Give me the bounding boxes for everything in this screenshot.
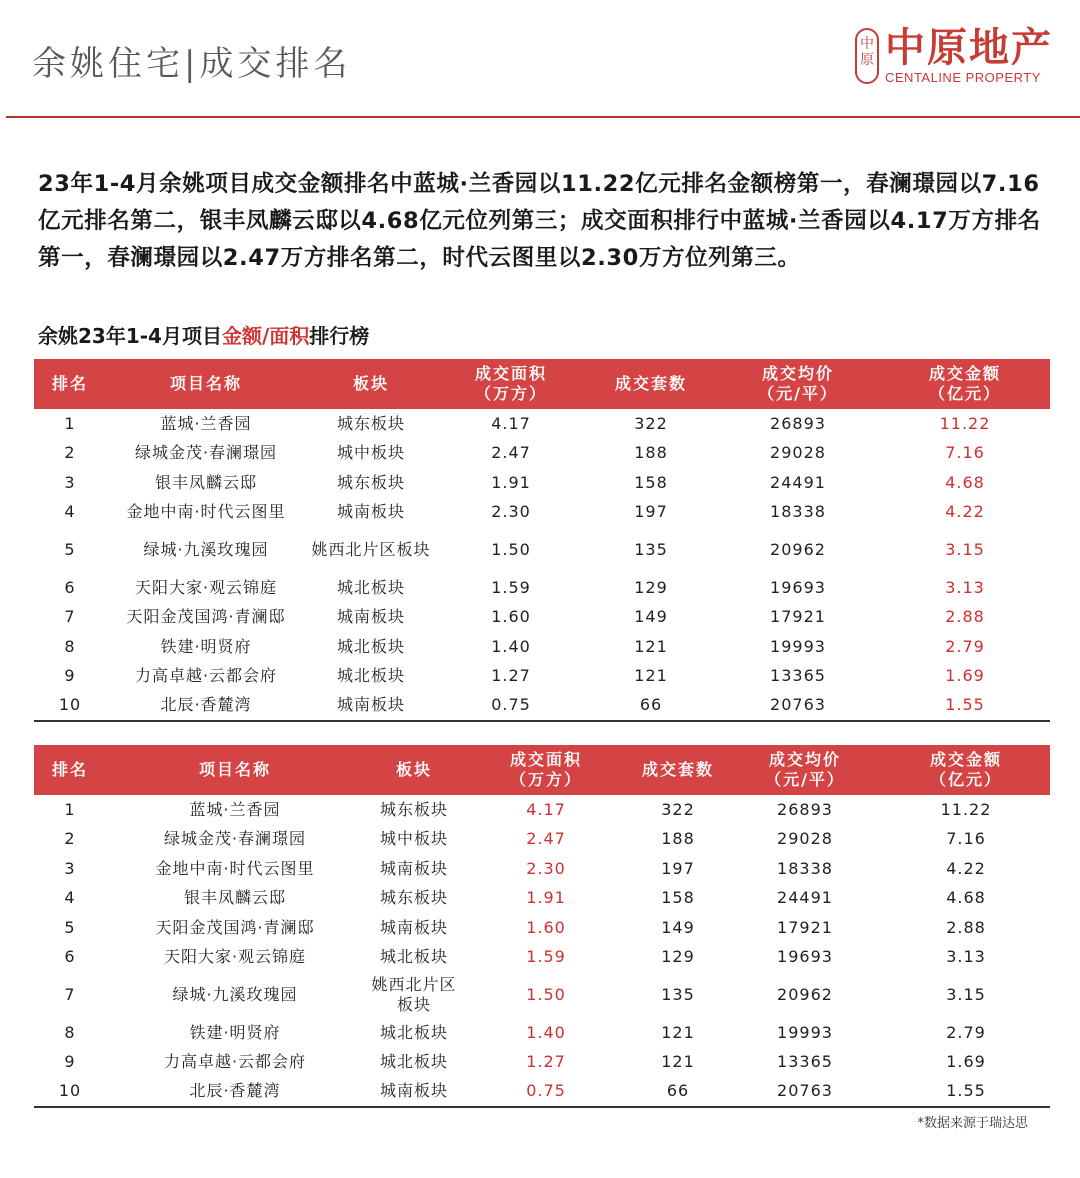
cell-amount: 3.15 [945, 540, 985, 559]
cell-block: 城东板块 [379, 888, 448, 908]
cell-name: 绿城金茂·春澜璟园 [163, 829, 307, 849]
cell-rank: 7 [64, 607, 76, 627]
cell-name: 天阳大家·观云锦庭 [163, 947, 307, 967]
cell-name: 绿城·九溪玫瑰园 [172, 985, 298, 1004]
table-row [34, 498, 1050, 528]
area-ranking-table [34, 745, 1050, 1108]
cell-amount: 11.22 [940, 799, 992, 819]
header-divider [6, 116, 1080, 118]
cell-name: 铁建·明贤府 [189, 1022, 281, 1042]
logo-chinese-text: 中原地产 [885, 25, 1053, 71]
col-units-header: 成交套数 [614, 374, 687, 393]
cell-price: 13365 [770, 666, 826, 686]
cell-price: 26893 [770, 413, 826, 433]
cell-rank: 8 [64, 1022, 76, 1042]
cell-rank: 1 [64, 413, 76, 433]
cell-area: 1.40 [526, 1022, 566, 1042]
cell-block: 城北板块 [336, 666, 405, 686]
cell-name: 银丰凤麟云邸 [154, 472, 257, 492]
cell-price: 19993 [777, 1022, 833, 1042]
table-row [34, 468, 1050, 498]
col-name-header: 项目名称 [198, 760, 271, 779]
cell-rank: 6 [64, 577, 76, 597]
cell-price: 19693 [777, 947, 833, 967]
cell-rank: 8 [64, 636, 76, 656]
cell-amount: 4.22 [946, 858, 986, 878]
cell-price: 17921 [770, 607, 826, 627]
table-row [34, 409, 1050, 439]
logo-english-text: CENTALINE PROPERTY [885, 70, 1041, 85]
col-amount-header: 成交金额 （亿元） [928, 364, 1001, 403]
cell-price: 29028 [770, 443, 826, 463]
cell-price: 26893 [777, 799, 833, 819]
cell-price: 19693 [770, 577, 826, 597]
subtitle-highlight: 金额/面积 [221, 324, 310, 348]
table-row [34, 691, 1050, 721]
cell-block: 城南板块 [336, 502, 405, 522]
table-header-row [34, 745, 1050, 795]
intro-paragraph: 23年1-4月余姚项目成交金额排名中蓝城·兰香园以11.22亿元排名金额榜第一，春澜璟园以7.16亿元排名第二，银丰凤麟云邸以4.68亿元位列第三；成交面积排行中蓝城·兰香园以4.17万方排名第一，春澜璟园以2.47万方排名第二，时代云图里以2.30万方位列第三。 [38, 171, 1041, 271]
cell-amount: 4.68 [945, 472, 985, 492]
cell-block: 城南板块 [364, 1077, 464, 1107]
cell-rank: 1 [64, 799, 76, 819]
table-row [34, 1018, 1050, 1048]
cell-price: 13365 [777, 1052, 833, 1072]
col-units-header: 成交套数 [641, 760, 714, 779]
cell-name: 力高卓越·云都会府 [163, 1052, 307, 1072]
cell-rank: 9 [64, 666, 76, 686]
cell-area: 1.59 [491, 577, 531, 597]
table-row [34, 1048, 1050, 1078]
cell-area: 2.30 [526, 858, 566, 878]
table-row [34, 632, 1050, 662]
cell-block: 姚西北片区板块 [311, 540, 431, 559]
cell-price: 19993 [770, 636, 826, 656]
cell-rank: 4 [64, 502, 76, 522]
cell-block: 城南板块 [336, 607, 405, 627]
cell-price: 20763 [716, 691, 880, 721]
cell-area: 1.59 [526, 947, 566, 967]
cell-name: 天阳金茂国鸿·青澜邸 [155, 917, 315, 937]
amount-ranking-table [34, 359, 1050, 722]
cell-name: 绿城·九溪玫瑰园 [143, 540, 269, 559]
cell-price: 24491 [770, 472, 826, 492]
table-row [34, 662, 1050, 692]
cell-area: 1.60 [526, 917, 566, 937]
cell-units: 149 [661, 917, 695, 937]
cell-area: 1.91 [526, 888, 566, 908]
cell-units: 322 [634, 413, 668, 433]
cell-units: 158 [661, 888, 695, 908]
cell-area: 2.30 [491, 502, 531, 522]
col-block-header: 板块 [352, 374, 389, 393]
cell-units: 188 [634, 443, 668, 463]
cell-amount: 1.69 [946, 1052, 986, 1072]
cell-name: 力高卓越·云都会府 [134, 666, 278, 686]
cell-amount: 4.22 [945, 502, 985, 522]
cell-name: 银丰凤麟云邸 [183, 888, 286, 908]
cell-rank: 9 [64, 1052, 76, 1072]
table-row [34, 603, 1050, 633]
cell-price: 29028 [777, 829, 833, 849]
cell-area: 1.91 [491, 472, 531, 492]
cell-block: 城南板块 [306, 691, 436, 721]
cell-units: 121 [634, 636, 668, 656]
cell-name: 北辰·香麓湾 [106, 1077, 364, 1107]
col-price-header: 成交均价 （元/平） [758, 364, 838, 403]
cell-price: 20763 [728, 1077, 882, 1107]
table-row [34, 573, 1050, 603]
cell-name: 天阳大家·观云锦庭 [134, 577, 278, 597]
col-area-header: 成交面积 （万方） [509, 750, 582, 789]
cell-price: 20962 [777, 985, 833, 1004]
cell-units: 121 [661, 1052, 695, 1072]
cell-rank: 10 [34, 691, 106, 721]
cell-name: 天阳金茂国鸿·青澜邸 [126, 607, 286, 627]
cell-units: 149 [634, 607, 668, 627]
table-row [34, 527, 1050, 573]
cell-rank: 2 [64, 443, 76, 463]
cell-units: 158 [634, 472, 668, 492]
centaline-logo [855, 26, 1055, 92]
table-row [34, 884, 1050, 914]
cell-price: 24491 [777, 888, 833, 908]
cell-units: 121 [661, 1022, 695, 1042]
subtitle-suffix: 排行榜 [309, 324, 370, 348]
col-area-header: 成交面积 （万方） [474, 364, 547, 403]
table-row [34, 972, 1050, 1018]
cell-amount: 3.13 [945, 577, 985, 597]
col-amount-header: 成交金额 （亿元） [929, 750, 1002, 789]
cell-units: 135 [634, 540, 668, 559]
cell-block: 城中板块 [336, 443, 405, 463]
cell-name: 金地中南·时代云图里 [155, 858, 315, 878]
cell-rank: 5 [64, 917, 76, 937]
cell-amount: 7.16 [946, 829, 986, 849]
cell-name: 北辰·香麓湾 [106, 691, 306, 721]
cell-rank: 6 [64, 947, 76, 967]
cell-units: 135 [661, 985, 695, 1004]
cell-block: 姚西北片区板块 [371, 975, 457, 1014]
cell-area: 1.40 [491, 636, 531, 656]
cell-amount: 1.55 [880, 691, 1050, 721]
cell-area: 0.75 [464, 1077, 628, 1107]
cell-block: 城中板块 [379, 829, 448, 849]
cell-rank: 5 [64, 540, 76, 559]
cell-area: 1.50 [491, 540, 531, 559]
cell-block: 城北板块 [379, 1052, 448, 1072]
cell-block: 城南板块 [379, 917, 448, 937]
cell-amount: 2.79 [946, 1022, 986, 1042]
logo-seal-icon: 中原 [855, 28, 879, 84]
cell-amount: 2.79 [945, 636, 985, 656]
cell-units: 121 [634, 666, 668, 686]
cell-units: 188 [661, 829, 695, 849]
col-rank-header: 排名 [51, 374, 88, 393]
cell-price: 18338 [777, 858, 833, 878]
cell-block: 城北板块 [379, 1022, 448, 1042]
cell-amount: 2.88 [946, 917, 986, 937]
cell-units: 197 [661, 858, 695, 878]
cell-units: 66 [586, 691, 716, 721]
cell-price: 17921 [777, 917, 833, 937]
cell-units: 129 [661, 947, 695, 967]
col-price-header: 成交均价 （元/平） [765, 750, 845, 789]
cell-rank: 7 [64, 985, 76, 1004]
cell-units: 129 [634, 577, 668, 597]
ranking-subtitle [38, 320, 369, 349]
cell-amount: 4.68 [946, 888, 986, 908]
cell-block: 城南板块 [379, 858, 448, 878]
table-row [34, 1077, 1050, 1107]
cell-units: 322 [661, 799, 695, 819]
table-row [34, 854, 1050, 884]
cell-amount: 1.55 [882, 1077, 1050, 1107]
page-title: 余姚住宅|成交排名 [32, 44, 352, 84]
page-header [0, 0, 1080, 118]
cell-name: 金地中南·时代云图里 [126, 502, 286, 522]
cell-amount: 2.88 [945, 607, 985, 627]
cell-area: 1.50 [526, 985, 566, 1004]
cell-amount: 3.13 [946, 947, 986, 967]
table-header-row [34, 359, 1050, 409]
table-row [34, 943, 1050, 973]
cell-price: 18338 [770, 502, 826, 522]
cell-amount: 7.16 [945, 443, 985, 463]
cell-name: 蓝城·兰香园 [160, 413, 252, 433]
cell-name: 蓝城·兰香园 [189, 799, 281, 819]
cell-area: 4.17 [491, 413, 531, 433]
col-name-header: 项目名称 [169, 374, 242, 393]
table-row [34, 439, 1050, 469]
cell-area: 0.75 [436, 691, 586, 721]
col-rank-header: 排名 [51, 760, 88, 779]
cell-amount: 1.69 [945, 666, 985, 686]
subtitle-prefix: 余姚23年1-4月项目 [38, 324, 222, 348]
col-block-header: 板块 [395, 760, 432, 779]
cell-area: 1.27 [526, 1052, 566, 1072]
cell-price: 20962 [770, 540, 826, 559]
cell-area: 1.60 [491, 607, 531, 627]
cell-name: 铁建·明贤府 [160, 636, 252, 656]
cell-block: 城北板块 [379, 947, 448, 967]
cell-rank: 3 [64, 858, 76, 878]
cell-area: 2.47 [526, 829, 566, 849]
table-row [34, 913, 1050, 943]
cell-area: 4.17 [526, 799, 566, 819]
cell-rank: 4 [64, 888, 76, 908]
cell-area: 1.27 [491, 666, 531, 686]
cell-block: 城东板块 [336, 472, 405, 492]
cell-units: 66 [628, 1077, 728, 1107]
cell-rank: 10 [34, 1077, 106, 1107]
cell-name: 绿城金茂·春澜璟园 [134, 443, 278, 463]
cell-block: 城北板块 [336, 577, 405, 597]
cell-units: 197 [634, 502, 668, 522]
cell-block: 城北板块 [336, 636, 405, 656]
cell-area: 2.47 [491, 443, 531, 463]
cell-amount: 3.15 [946, 985, 986, 1004]
table-row [34, 795, 1050, 825]
cell-block: 城东板块 [379, 799, 448, 819]
cell-rank: 3 [64, 472, 76, 492]
source-note: *数据来源于瑞达思 [917, 1116, 1028, 1131]
table-row [34, 825, 1050, 855]
cell-rank: 2 [64, 829, 76, 849]
cell-amount: 11.22 [939, 413, 991, 433]
cell-block: 城东板块 [336, 413, 405, 433]
